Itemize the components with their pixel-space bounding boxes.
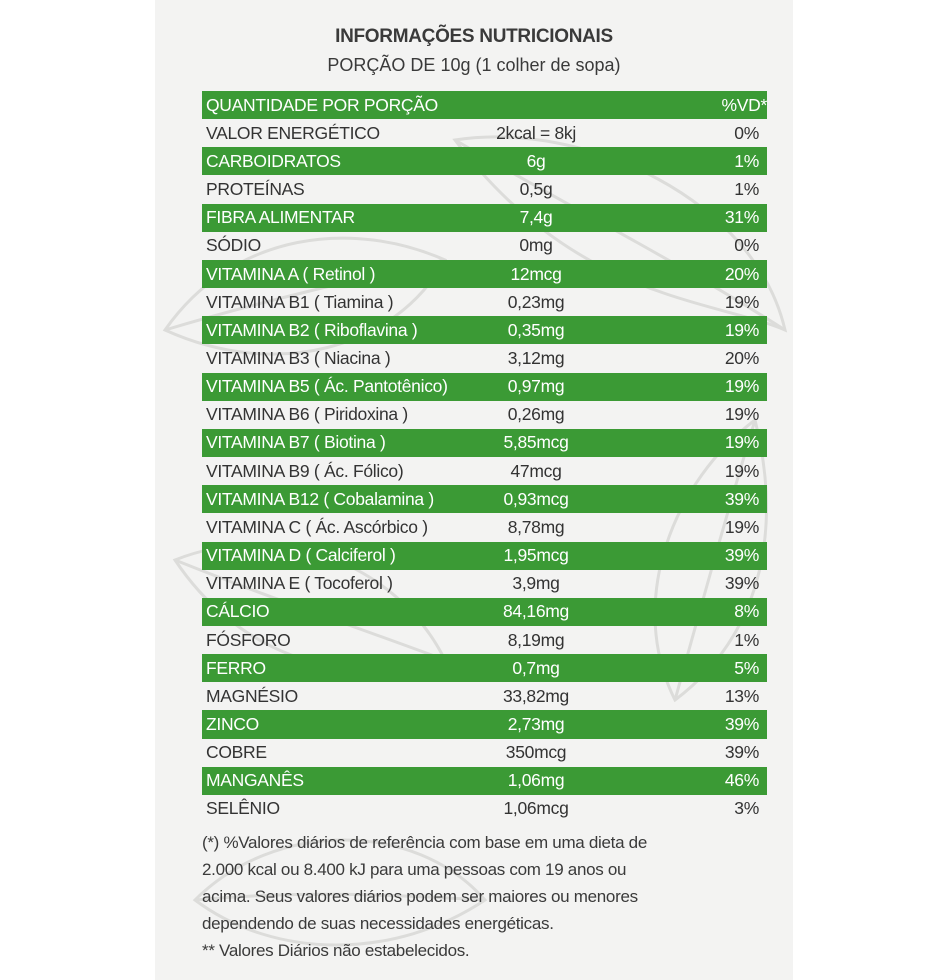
nutrient-amount: 0mg (519, 235, 553, 256)
nutrient-label: VITAMINA D ( Calciferol ) (206, 545, 396, 566)
nutrient-vd: 13% (724, 685, 759, 706)
nutrient-label: VITAMINA B2 ( Riboflavina ) (206, 319, 418, 340)
nutrient-label: FERRO (206, 657, 266, 678)
nutrient-label: VITAMINA B6 ( Piridoxina ) (206, 404, 408, 425)
table-row (202, 682, 767, 710)
footnote-line: dependendo de suas necessidades energéticas. (202, 914, 554, 933)
nutrition-table (202, 91, 767, 823)
nutrient-amount: 1,95mcg (503, 545, 569, 566)
table-row (202, 260, 767, 288)
nutrient-vd: 39% (724, 545, 759, 566)
nutrient-amount: 0,5g (519, 179, 553, 200)
nutrient-vd: 46% (724, 770, 759, 791)
footnote (202, 829, 762, 964)
table-row (202, 626, 767, 654)
nutrient-vd: 19% (724, 319, 759, 340)
nutrient-vd: 31% (724, 207, 759, 228)
nutrient-label: VALOR ENERGÉTICO (206, 122, 380, 143)
nutrient-label: VITAMINA A ( Retinol ) (206, 263, 376, 284)
nutrient-vd: 20% (724, 263, 759, 284)
nutrient-vd: 5% (734, 657, 759, 678)
footnote-line: (*) %Valores diários de referência com base em uma dieta de (202, 833, 647, 852)
nutrient-vd: 19% (724, 516, 759, 537)
nutrient-label: COBRE (206, 742, 267, 763)
nutrient-vd: 1% (734, 629, 759, 650)
table-row (202, 710, 767, 738)
table-row (202, 316, 767, 344)
nutrient-label: VITAMINA B7 ( Biotina ) (206, 432, 386, 453)
nutrient-vd: 19% (724, 376, 759, 397)
title-block (155, 24, 793, 77)
nutrient-vd: 3% (734, 798, 759, 819)
nutrient-label: SÓDIO (206, 235, 261, 256)
nutrient-vd: 1% (734, 150, 759, 171)
nutrient-label: MANGANÊS (206, 770, 304, 791)
nutrient-amount: 1,06mcg (503, 798, 569, 819)
nutrient-label: PROTEÍNAS (206, 179, 305, 200)
nutrient-amount: 8,78mg (507, 516, 565, 537)
nutrient-label: FÓSFORO (206, 629, 291, 650)
nutrient-amount: 5,85mcg (503, 432, 569, 453)
nutrient-vd: 39% (724, 714, 759, 735)
nutrient-amount: 3,9mg (512, 573, 560, 594)
table-row (202, 513, 767, 541)
nutrient-label: VITAMINA B1 ( Tiamina ) (206, 291, 394, 312)
nutrient-vd: 39% (724, 488, 759, 509)
nutrient-label: VITAMINA B12 ( Cobalamina ) (206, 488, 434, 509)
nutrient-amount: 6g (526, 150, 546, 171)
nutrient-vd: 1% (734, 179, 759, 200)
nutrient-amount: 0,23mg (507, 291, 565, 312)
nutrient-label: VITAMINA C ( Ác. Ascórbico ) (206, 516, 428, 537)
nutrient-amount: 47mcg (510, 460, 562, 481)
nutrient-label: MAGNÉSIO (206, 685, 298, 706)
table-row (202, 570, 767, 598)
nutrient-label: CÁLCIO (206, 601, 270, 622)
table-row (202, 429, 767, 457)
nutrient-label: VITAMINA E ( Tocoferol ) (206, 573, 393, 594)
nutrient-amount: 8,19mg (507, 629, 565, 650)
nutrient-amount: 0,26mg (507, 404, 565, 425)
serving-size: PORÇÃO DE 10g (1 colher de sopa) (327, 55, 621, 75)
footnote-line: ** Valores Diários não estabelecidos. (202, 941, 470, 960)
table-row (202, 457, 767, 485)
table-row (202, 373, 767, 401)
table-header-row (202, 91, 767, 119)
nutrient-vd: 19% (724, 291, 759, 312)
nutrient-amount: 12mcg (510, 263, 562, 284)
nutrient-vd: 8% (734, 601, 759, 622)
header-label: QUANTIDADE POR PORÇÃO (206, 94, 438, 115)
nutrient-label: SELÊNIO (206, 798, 280, 819)
table-row (202, 147, 767, 175)
nutrient-amount: 0,97mg (507, 376, 565, 397)
nutrition-panel (155, 0, 793, 980)
footnote-line: acima. Seus valores diários podem ser maiores ou menores (202, 887, 638, 906)
nutrient-amount: 3,12mg (507, 347, 565, 368)
table-row (202, 232, 767, 260)
nutrient-amount: 1,06mg (507, 770, 565, 791)
nutrient-amount: 84,16mg (502, 601, 569, 622)
table-row (202, 795, 767, 823)
nutrient-label: VITAMINA B5 ( Ác. Pantotênico) (206, 376, 448, 397)
table-row (202, 739, 767, 767)
nutrient-amount: 2kcal = 8kj (496, 122, 576, 143)
table-row (202, 175, 767, 203)
nutrient-vd: 39% (724, 742, 759, 763)
nutrient-label: ZINCO (206, 714, 259, 735)
nutrient-vd: 0% (734, 122, 759, 143)
table-row (202, 344, 767, 372)
nutrient-label: VITAMINA B9 ( Ác. Fólico) (206, 460, 404, 481)
nutrient-vd: 20% (724, 347, 759, 368)
table-row (202, 401, 767, 429)
table-row (202, 654, 767, 682)
nutrient-amount: 0,93mcg (503, 488, 569, 509)
header-vd: %VD* (721, 94, 767, 115)
table-row (202, 542, 767, 570)
nutrient-label: CARBOIDRATOS (206, 150, 341, 171)
nutrient-amount: 0,35mg (507, 319, 565, 340)
nutrient-vd: 19% (724, 460, 759, 481)
page-title: INFORMAÇÕES NUTRICIONAIS (335, 26, 613, 47)
table-row (202, 485, 767, 513)
nutrient-amount: 0,7mg (512, 657, 560, 678)
nutrient-vd: 0% (734, 235, 759, 256)
nutrient-label: FIBRA ALIMENTAR (206, 207, 355, 228)
nutrient-vd: 39% (724, 573, 759, 594)
table-row (202, 598, 767, 626)
nutrient-amount: 2,73mg (507, 714, 565, 735)
table-row (202, 767, 767, 795)
nutrient-vd: 19% (724, 404, 759, 425)
nutrient-label: VITAMINA B3 ( Niacina ) (206, 347, 391, 368)
nutrient-amount: 350mcg (505, 742, 567, 763)
table-row (202, 204, 767, 232)
nutrient-amount: 33,82mg (502, 685, 569, 706)
nutrient-amount: 7,4g (519, 207, 553, 228)
nutrient-vd: 19% (724, 432, 759, 453)
table-row (202, 288, 767, 316)
footnote-line: 2.000 kcal ou 8.400 kJ para uma pessoas com 19 anos ou (202, 860, 627, 879)
table-row (202, 119, 767, 147)
